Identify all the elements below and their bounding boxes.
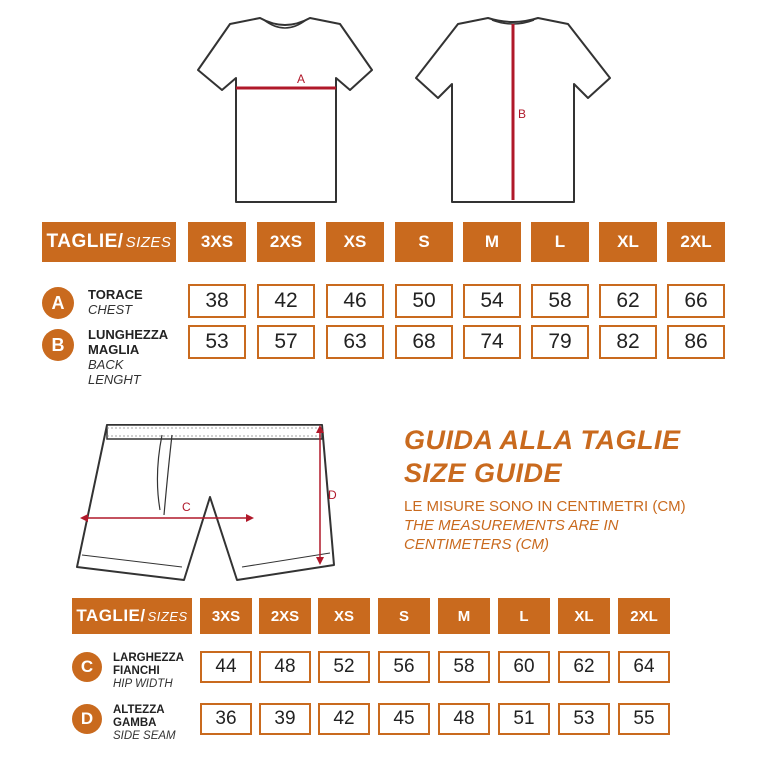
shirt-size-header: L: [531, 222, 589, 262]
sizes-label: SIZES: [147, 608, 188, 624]
back-length-label: [88, 327, 168, 387]
chest-value: 66: [667, 284, 725, 318]
guide-note-it: LE MISURE SONO IN CENTIMETRI (CM): [404, 498, 686, 515]
maglia-label: MAGLIA: [88, 342, 140, 357]
back-length-value: 63: [326, 325, 384, 359]
taglie-label: TAGLIE/: [76, 606, 146, 625]
shirt-size-header: 3XS: [188, 222, 246, 262]
hip-width-value: 44: [200, 651, 252, 683]
shorts-size-header: 2XL: [618, 598, 670, 634]
back-length-value: 82: [599, 325, 657, 359]
shirt-size-header: M: [463, 222, 521, 262]
side-seam-value: 39: [259, 703, 311, 735]
back-length-value: 53: [188, 325, 246, 359]
altezza-label: ALTEZZA: [113, 704, 165, 716]
measure-d-label: D: [328, 488, 337, 502]
shorts-size-header: M: [438, 598, 490, 634]
back-length-value: 68: [395, 325, 453, 359]
side-seam-value: 51: [498, 703, 550, 735]
badge-a: A: [42, 287, 74, 319]
hip-width-value: 58: [438, 651, 490, 683]
side-seam-value: 45: [378, 703, 430, 735]
shorts-size-header: L: [498, 598, 550, 634]
chest-value: 50: [395, 284, 453, 318]
hip-width-label: [113, 652, 184, 691]
back-length-value: 79: [531, 325, 589, 359]
gamba-label: GAMBA: [113, 717, 157, 729]
chest-value: 42: [257, 284, 315, 318]
back-length-value: 57: [257, 325, 315, 359]
shorts-size-header: XS: [318, 598, 370, 634]
shirt-size-header-label: [42, 222, 176, 262]
tshirt-back-illustration: [408, 10, 618, 210]
shirt-size-header: 2XS: [257, 222, 315, 262]
shorts-size-header: 3XS: [200, 598, 252, 634]
guide-title-en: SIZE GUIDE: [404, 458, 563, 488]
side-seam-value: 42: [318, 703, 370, 735]
chest-value: 58: [531, 284, 589, 318]
shorts-size-header: XL: [558, 598, 610, 634]
taglie-label: TAGLIE/: [46, 231, 124, 252]
shorts-size-header-label: [72, 598, 192, 634]
shirt-size-header: XL: [599, 222, 657, 262]
guide-note-en-1: THE MEASUREMENTS ARE IN: [404, 517, 619, 534]
shorts-illustration: [62, 415, 352, 585]
shirt-size-header: 2XL: [667, 222, 725, 262]
side-seam-value: 53: [558, 703, 610, 735]
hip-width-value: 60: [498, 651, 550, 683]
badge-d: D: [72, 704, 102, 734]
larghezza-label: LARGHEZZA: [113, 652, 184, 664]
guide-note-en-2: CENTIMETERS (CM): [404, 536, 549, 553]
shirt-size-header: XS: [326, 222, 384, 262]
chest-en-label: CHEST: [88, 302, 133, 317]
back-label: BACK: [88, 357, 124, 372]
back-length-value: 86: [667, 325, 725, 359]
badge-c: C: [72, 652, 102, 682]
chest-value: 38: [188, 284, 246, 318]
sizes-label: SIZES: [125, 233, 172, 251]
side-seam-label: [113, 704, 176, 743]
side-seam-value: 55: [618, 703, 670, 735]
shorts-size-header: S: [378, 598, 430, 634]
side-seam-value: 36: [200, 703, 252, 735]
tshirt-front-illustration: [190, 10, 380, 210]
measure-a-label: A: [297, 72, 306, 86]
chest-value: 54: [463, 284, 521, 318]
back-length-value: 74: [463, 325, 521, 359]
chest-label: [88, 287, 143, 317]
lunghezza-label: LUNGHEZZA: [88, 327, 169, 342]
side-seam-en-label: SIDE SEAM: [113, 730, 176, 742]
chest-value: 46: [326, 284, 384, 318]
hip-width-value: 62: [558, 651, 610, 683]
lenght-label: LENGHT: [88, 372, 141, 387]
side-seam-value: 48: [438, 703, 490, 735]
guide-title-it: GUIDA ALLA TAGLIE: [404, 425, 681, 455]
hip-width-value: 64: [618, 651, 670, 683]
chest-value: 62: [599, 284, 657, 318]
measure-b-label: B: [518, 107, 527, 121]
hip-width-en-label: HIP WIDTH: [113, 678, 173, 690]
shorts-size-header: 2XS: [259, 598, 311, 634]
shirt-size-header: S: [395, 222, 453, 262]
fianchi-label: FIANCHI: [113, 665, 160, 677]
hip-width-value: 56: [378, 651, 430, 683]
hip-width-value: 48: [259, 651, 311, 683]
measure-c-label: C: [182, 500, 191, 514]
hip-width-value: 52: [318, 651, 370, 683]
torace-label: TORACE: [88, 287, 143, 302]
badge-b: B: [42, 329, 74, 361]
